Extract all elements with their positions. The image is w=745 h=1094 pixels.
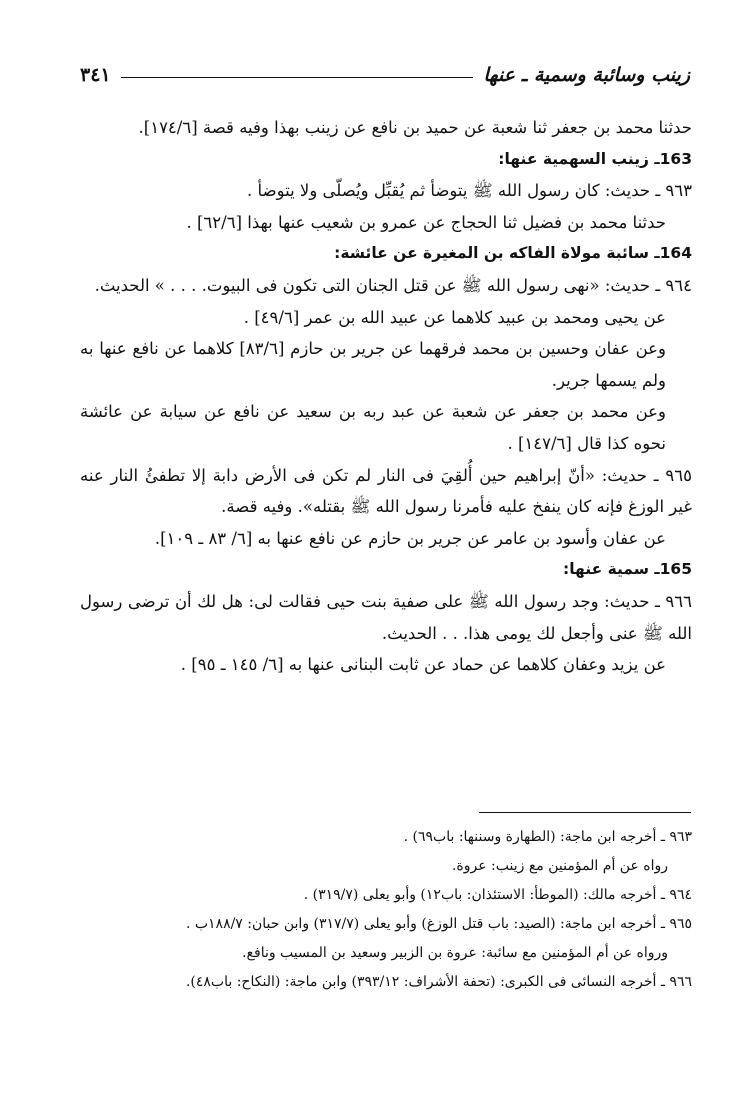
footnote-rule [479,812,691,813]
text-line: حدثنا محمد بن جعفر ثنا شعبة عن حميد بن نافع عن زينب بهذا وفيه قصة [١٧٤/٦]. [138,118,692,137]
hadith-963: ٩٦٣ ـ حديث: كان رسول الله ﷺ يتوضأ ثم يُقبِّل ويُصلّى ولا يتوضأ . [247,181,692,201]
footnote-963: ٩٦٣ ـ أخرجه ابن ماجة: (الطهارة وسننها: باب٦٩) . [403,829,692,845]
footnote-964: ٩٦٤ ـ أخرجه مالك: (الموطأ: الاستئذان: باب١٢) وأبو يعلى (٣١٩/٧) . [303,887,692,903]
header-rule [121,77,474,78]
isnad-964-b: وعن عفان وحسين بن محمد فرقهما عن جرير بن حازم [٨٣/٦] كلاهما عن نافع عنها به ولم يسمها جرير. [80,339,666,390]
section-heading-163: 163ـ زينب السهمية عنها: [498,149,692,168]
footnote-966: ٩٦٦ ـ أخرجه النسائى فى الكبرى: (تحفة الأشراف: ٣٩٣/١٢) وابن ماجة: (النكاح: باب٤٨). [185,974,692,990]
hadith-966: ٩٦٦ ـ حديث: وجد رسول الله ﷺ على صفية بنت حيى فقالت لى: هل لك أن ترضى رسول الله ﷺ عنى وأجعل لك يومى هذا. . . الحديث. [80,591,692,643]
running-header [80,56,690,86]
hadith-965: ٩٦٥ ـ حديث: «أنّ إبراهيم حين أُلقِيَ فى النار لم تكن فى الأرض دابة إلا تطفئُ النار عنه غير الوزغ فإنه كان ينفخ عليه فأمرنا رسول الله ﷺ بقتله». وفيه قصة. [80,465,692,517]
footnotes [80,823,692,997]
hadith-964: ٩٦٤ ـ حديث: «نهى رسول الله ﷺ عن قتل الجنان التى تكون فى البيوت. . . . » الحديث. [94,275,692,295]
isnad-963: حدثنا محمد بن فضيل ثنا الحجاج عن عمرو بن شعيب عنها بهذا [٦٢/٦] . [186,212,666,232]
page-number: ٣٤١ [80,64,111,86]
footnote-965-note: ورواه عن أم المؤمنين مع سائبة: عروة بن الزبير وسعيد بن المسيب ونافع. [242,945,668,961]
footnote-963-note: رواه عن أم المؤمنين مع زينب: عروة. [451,858,668,874]
isnad-964-c: وعن محمد بن جعفر عن شعبة عن عبد ربه بن سعيد عن نافع عن سيابة عن عائشة نحوه كذا قال [١٤٧/٦] . [80,402,666,453]
isnad-965: عن عفان وأسود بن عامر عن جرير بن حازم عن نافع عنها به [٦/ ٨٣ ـ ١٠٩]. [154,528,666,548]
footnote-965: ٩٦٥ ـ أخرجه ابن ماجة: (الصيد: باب قتل الوزغ) وأبو يعلى (٣١٧/٧) وابن حبان: ١٨٨/٧ب . [185,916,692,932]
section-heading-164: 164ـ سائبة مولاة الفاكه بن المغيرة عن عائشة: [334,244,692,263]
isnad-964-a: عن يحيى ومحمد بن عبيد كلاهما عن عبيد الله بن عمر [٤٩/٦] . [243,307,666,327]
section-heading-165: 165ـ سمية عنها: [563,560,692,579]
main-text [80,112,692,681]
isnad-966: عن يزيد وعفان كلاهما عن حماد عن ثابت البنانى عنها به [٦/ ١٤٥ ـ ٩٥] . [180,655,666,675]
header-title: زينب وسائبة وسمية ـ عنها [483,64,690,86]
